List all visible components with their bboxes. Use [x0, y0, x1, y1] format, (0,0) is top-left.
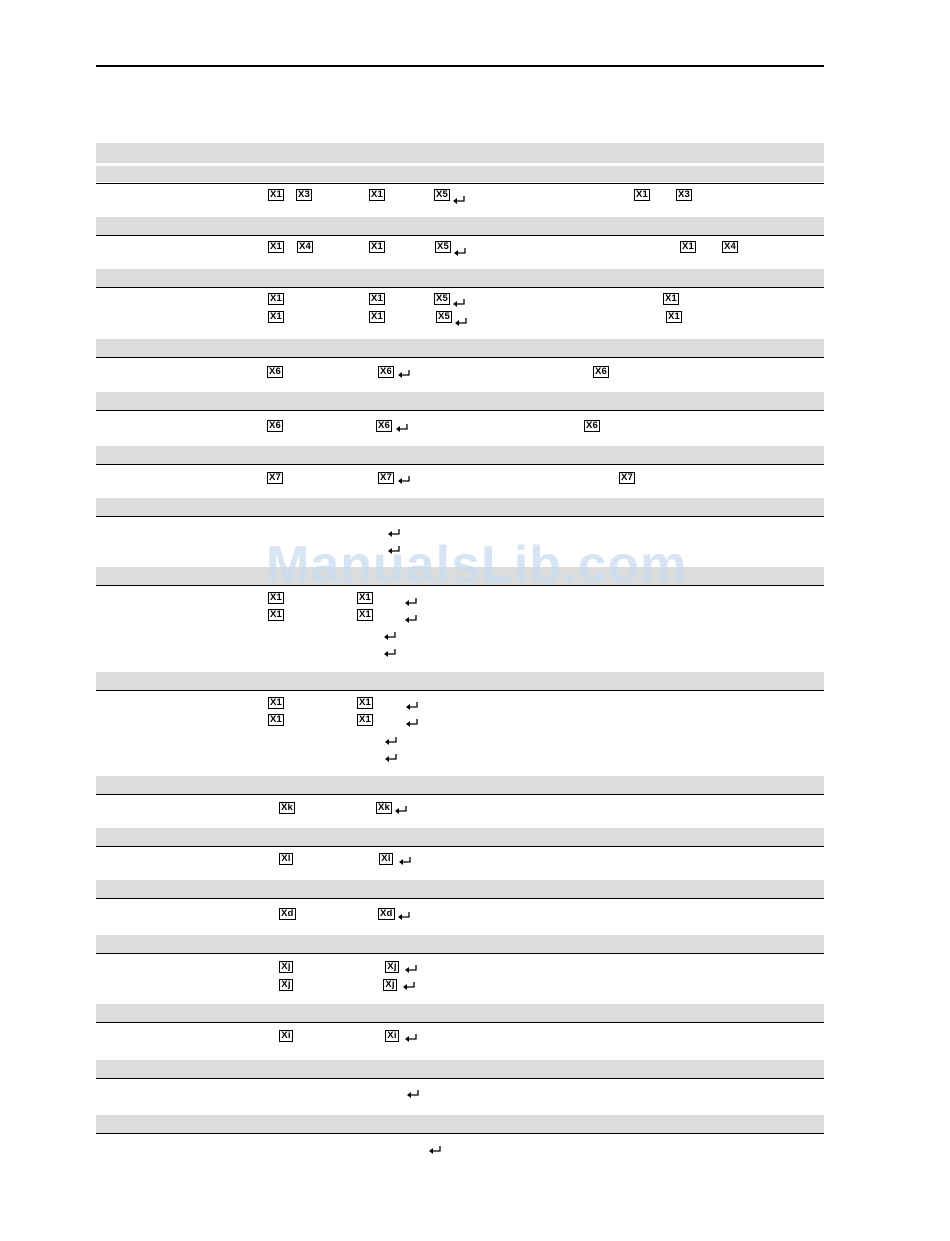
key-box: X7: [380, 472, 393, 483]
section-band: [96, 828, 824, 846]
key-box: X1: [636, 189, 649, 200]
key-box: X6: [586, 420, 599, 431]
key-box: Xk: [378, 802, 391, 813]
key-box: X3: [298, 189, 311, 200]
key-box: X1: [270, 714, 283, 725]
section-divider: [96, 1022, 824, 1023]
section-divider: [96, 953, 824, 954]
enter-key-icon: [398, 912, 411, 921]
key-box: Xd: [380, 908, 393, 919]
enter-key-icon: [406, 702, 419, 711]
key-box: X1: [371, 241, 384, 252]
enter-key-icon: [454, 248, 467, 257]
key-box: X1: [359, 592, 372, 603]
key-box: X5: [436, 293, 449, 304]
enter-key-icon: [384, 632, 397, 641]
section-divider: [96, 898, 824, 899]
enter-key-icon: [405, 1034, 418, 1043]
key-box: Xj: [385, 961, 399, 973]
section-band: [96, 1004, 824, 1022]
key-box: X4: [724, 241, 737, 252]
section-band: [96, 498, 824, 516]
key-box: Xj: [279, 961, 293, 973]
key-box: X1: [665, 293, 678, 304]
section-divider: [96, 690, 824, 691]
section-band: [96, 392, 824, 410]
key-box: X1: [359, 714, 372, 725]
key-box: X5: [437, 241, 450, 252]
enter-key-icon: [453, 299, 466, 308]
enter-key-icon: [384, 649, 397, 658]
key-box: X7: [269, 472, 282, 483]
section-band: [96, 1115, 824, 1133]
section-divider: [96, 287, 824, 288]
section-band: [96, 339, 824, 357]
enter-key-icon: [385, 737, 398, 746]
section-divider: [96, 357, 824, 358]
key-box: Xj: [383, 979, 397, 991]
section-band: [96, 935, 824, 953]
key-box: X3: [678, 189, 691, 200]
enter-key-icon: [406, 719, 419, 728]
key-box: X6: [269, 420, 282, 431]
section-divider: [96, 1078, 824, 1079]
key-box: X6: [269, 366, 282, 377]
key-box: X1: [270, 609, 283, 620]
section-divider: [96, 794, 824, 795]
watermark: ManualsLib.com: [266, 536, 688, 594]
key-box: X1: [359, 609, 372, 620]
key-box: X1: [371, 311, 384, 322]
enter-key-icon: [396, 424, 409, 433]
enter-key-icon: [385, 754, 398, 763]
section-band: [96, 217, 824, 235]
enter-key-icon: [395, 806, 408, 815]
enter-key-icon: [429, 1146, 442, 1155]
section-divider: [96, 183, 824, 184]
key-box: Xd: [281, 908, 294, 919]
key-box: X7: [621, 472, 634, 483]
key-box: Xl: [379, 853, 393, 865]
section-divider: [96, 410, 824, 411]
key-box: X1: [270, 293, 283, 304]
section-divider: [96, 464, 824, 465]
key-box: Xi: [385, 1030, 399, 1042]
key-box: X1: [270, 592, 283, 603]
section-band: [96, 446, 824, 464]
key-box: X1: [270, 697, 283, 708]
key-box: X1: [359, 697, 372, 708]
section-band: [96, 776, 824, 794]
key-box: Xi: [279, 1030, 293, 1042]
key-box: Xk: [281, 802, 294, 813]
key-box: X6: [378, 420, 391, 431]
section-band: [96, 1060, 824, 1078]
enter-key-icon: [455, 318, 468, 327]
table-header-band: [96, 143, 824, 163]
section-divider: [96, 235, 824, 236]
header-rule: [96, 65, 824, 67]
section-divider: [96, 846, 824, 847]
enter-key-icon: [407, 1090, 420, 1099]
key-box: X1: [270, 311, 283, 322]
section-band: [96, 269, 824, 287]
key-box: X1: [682, 241, 695, 252]
key-box: X6: [595, 366, 608, 377]
enter-key-icon: [405, 965, 418, 974]
key-box: X1: [668, 311, 681, 322]
enter-key-icon: [398, 476, 411, 485]
key-box: X1: [270, 189, 283, 200]
key-box: X1: [270, 241, 283, 252]
key-box: X4: [299, 241, 312, 252]
enter-key-icon: [403, 982, 416, 991]
section-band: [96, 166, 824, 182]
enter-key-icon: [398, 370, 411, 379]
key-box: X6: [380, 366, 393, 377]
key-box: X5: [438, 311, 451, 322]
key-box: Xj: [279, 979, 293, 991]
key-box: X1: [371, 293, 384, 304]
section-divider: [96, 1133, 824, 1134]
enter-key-icon: [405, 598, 418, 607]
enter-key-icon: [399, 857, 412, 866]
key-box: Xl: [279, 853, 293, 865]
section-band: [96, 672, 824, 690]
key-box: X5: [436, 189, 449, 200]
section-band: [96, 880, 824, 898]
section-divider: [96, 516, 824, 517]
enter-key-icon: [453, 196, 466, 205]
key-box: X1: [371, 189, 384, 200]
enter-key-icon: [405, 615, 418, 624]
